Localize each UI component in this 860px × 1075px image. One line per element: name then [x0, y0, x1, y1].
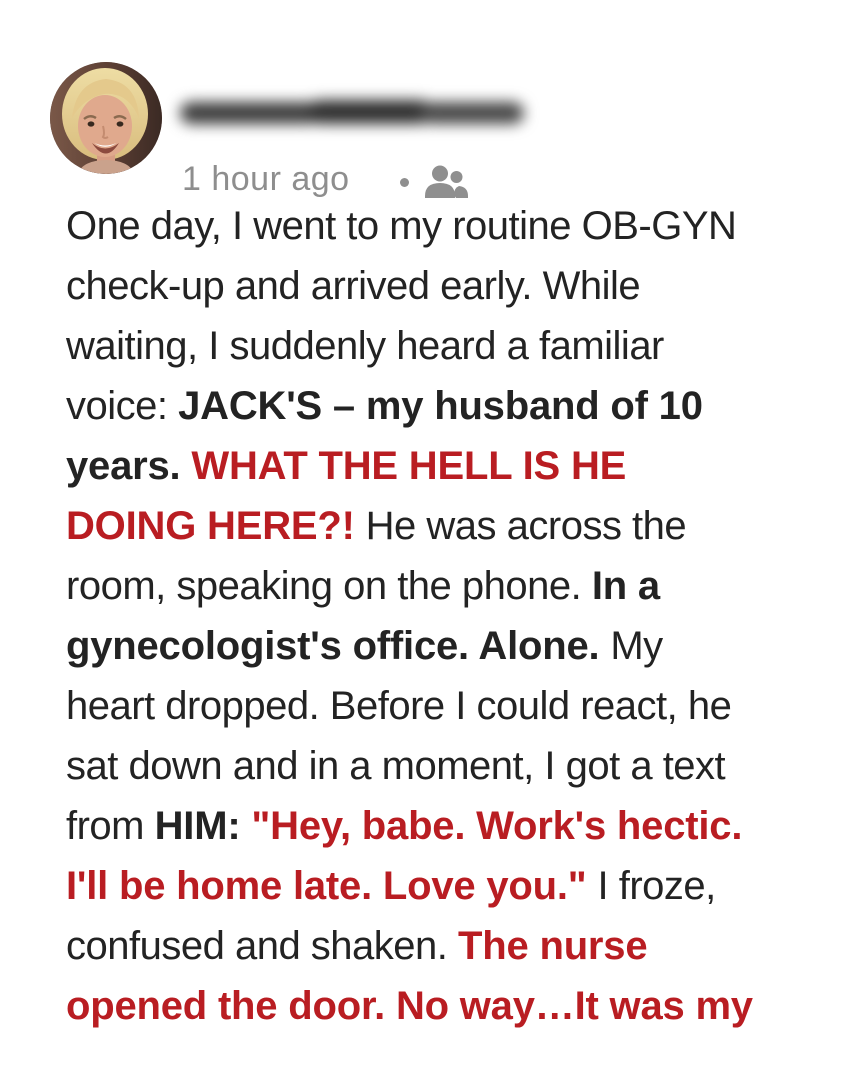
- text-segment: My: [610, 624, 663, 668]
- post-line: [66, 796, 856, 856]
- post-meta: [182, 160, 469, 199]
- username-blur-segment: [420, 102, 524, 124]
- dot-separator-icon: [400, 178, 409, 187]
- post-line: [66, 496, 856, 556]
- username-blurred[interactable]: [176, 94, 528, 134]
- text-segment: In a: [591, 564, 660, 608]
- text-segment: opened the door. No way…It was my: [66, 984, 753, 1028]
- text-segment: confused and shaken.: [66, 924, 459, 968]
- username-blur-segment: [180, 102, 320, 124]
- post-body: [66, 196, 856, 1036]
- text-segment: check-up and arrived early. While: [66, 264, 641, 308]
- text-segment: WHAT THE HELL IS HE: [191, 444, 627, 488]
- post-line: [66, 676, 856, 736]
- post-line: [66, 916, 856, 976]
- text-segment: sat down and in a moment, I got a text: [66, 744, 726, 788]
- text-segment: He was across the: [365, 504, 687, 548]
- username-blur-segment: [308, 100, 432, 124]
- text-segment: JACK'S – my husband of 10: [178, 384, 703, 428]
- text-segment: room, speaking on the phone.: [66, 564, 592, 608]
- text-segment: I froze,: [597, 864, 716, 908]
- text-segment: heart dropped. Before I could react, he: [66, 684, 732, 728]
- post-line: [66, 616, 856, 676]
- text-segment: HIM:: [154, 804, 252, 848]
- text-segment: The nurse: [458, 924, 648, 968]
- text-segment: I'll be home late. Love you.": [66, 864, 598, 908]
- post-line: [66, 736, 856, 796]
- avatar[interactable]: [50, 62, 162, 174]
- text-segment: years.: [66, 444, 192, 488]
- post-line: [66, 856, 856, 916]
- text-segment: gynecologist's office. Alone.: [66, 624, 611, 668]
- avatar-image: [50, 62, 162, 174]
- text-segment: voice:: [66, 384, 179, 428]
- post-line: [66, 436, 856, 496]
- text-segment: waiting, I suddenly heard a familiar: [66, 324, 664, 368]
- text-segment: One day, I went to my routine OB-GYN: [66, 204, 737, 248]
- post-line: [66, 316, 856, 376]
- timestamp: 1 hour ago: [182, 160, 350, 198]
- text-segment: from: [66, 804, 155, 848]
- text-segment: DOING HERE?!: [66, 504, 366, 548]
- post-line: [66, 556, 856, 616]
- post-line: [66, 256, 856, 316]
- text-segment: "Hey, babe. Work's hectic.: [251, 804, 743, 848]
- post-line: [66, 976, 856, 1036]
- friends-privacy-icon: [423, 165, 469, 199]
- post-line: [66, 376, 856, 436]
- post-line: [66, 196, 856, 256]
